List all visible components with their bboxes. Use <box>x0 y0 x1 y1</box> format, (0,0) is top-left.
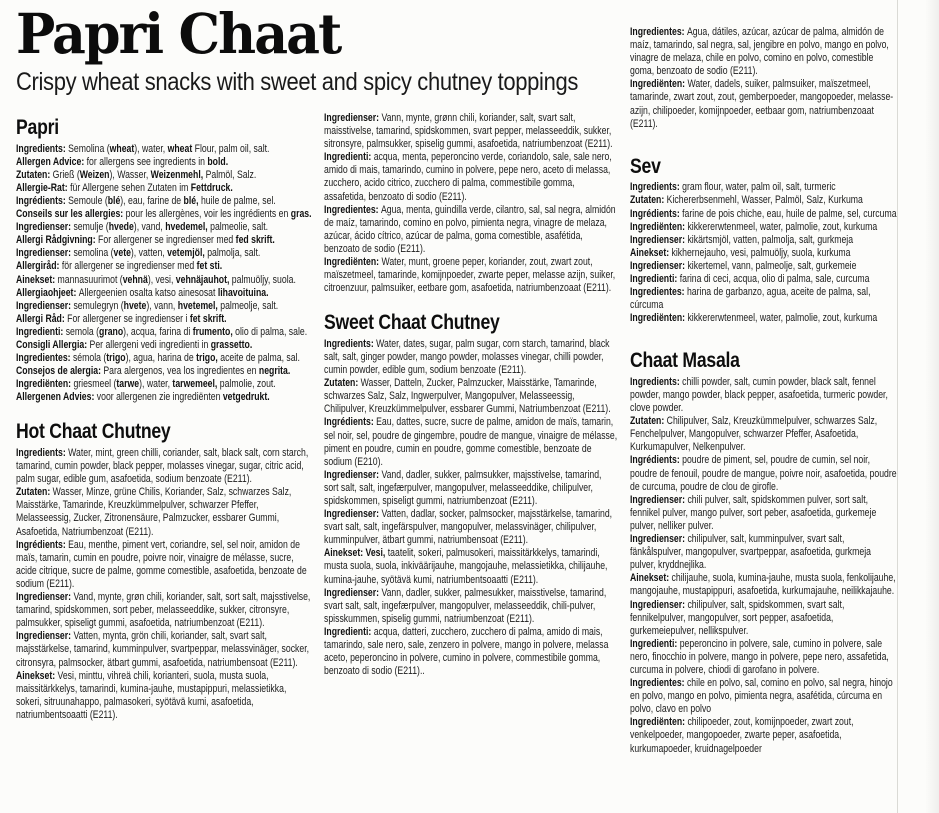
language-label: Ingredients: <box>630 181 683 194</box>
ingredient-line: Ingredienser: semulje (hvede), vand, hvedemel, palmeolie, salt. <box>16 221 269 234</box>
section-sweet-chaat-chutney <box>324 311 618 678</box>
language-label: Ingredienser: <box>630 233 688 246</box>
ingredient-line: Ingrediënten: chilipoeder, zout, komijnpoeder, zwart zout, venkelpoeder, mangopoeder, zwarte peper, asafoetida, kurkumapoeder, kruidnagelpoeder <box>630 716 854 755</box>
column-left <box>16 116 313 722</box>
language-label: Ingredientes: <box>630 677 687 690</box>
ingredient-line: Ingredientes: Agua, menta, guindilla verde, cilantro, sal, sal negra, almidón de maíz, tamarindo, comino en polvo, pimienta negra, vinagre de melaza, azúcar, ácido cítrico, azúcar de palma, goma comestible, asafétida, benzoato de sodio (E211). <box>324 203 616 255</box>
section-continued <box>324 112 618 295</box>
ingredient-line: Ingredientes: harina de garbanzo, agua, aceite de palma, sal, cúrcuma <box>630 286 871 312</box>
ingredient-line: Ingredienser: chilipulver, salt, kumminpulver, svart salt, fänkålspulver, mangopulver, svartpeppar, asafoetida, gurkmeja pulver, kryddnejlika. <box>630 533 871 572</box>
ingredient-line: Ingredienser: chilipulver, salt, spidskommen, svart salt, fennikelpulver, mangopulver, sort pepper, asafoetida, gurkemeiepulver, nellikspulver. <box>630 598 845 637</box>
language-label: Ingrédients: <box>630 454 683 467</box>
language-label: Ainekset: <box>16 273 58 286</box>
language-label: Allergenen Advies: <box>16 391 97 404</box>
language-label: Ingredientes: <box>16 352 73 365</box>
language-label: Ingredientes: <box>630 26 687 38</box>
language-label: Ingredients: <box>16 447 69 459</box>
language-label: Ingredienser: <box>16 221 74 234</box>
ingredient-line: Conseils sur les allergies: pour les allergènes, voir les ingrédients en gras. <box>16 208 312 221</box>
language-label: Ingredienser: <box>16 299 74 312</box>
section-heading: Sweet Chaat Chutney <box>324 310 500 335</box>
language-label: Ingredienser: <box>324 586 382 599</box>
ingredient-line: Ingrediënten: kikkererwtenmeel, water, palmolie, zout, kurkuma <box>630 220 878 233</box>
ingredient-line: Allergi Rådgivning: For allergener se ingredienser med fed skrift. <box>16 234 275 247</box>
ingredient-line: Allergiråd: för allergener se ingredienser med fet sti. <box>16 260 223 273</box>
ingredient-line: Ingrédients: Semoule (blé), eau, farine de blé, huile de palme, sel. <box>16 194 276 207</box>
ingredient-line: Ingredienser: Vand, mynte, grøn chili, koriander, salt, sort salt, majsstivelse, tamarind, spidskommen, sort peber, melasseeddike, sukker, citronsyre, palmsukker, spiseligt gummi, asafoetida, natriumbenzoat (E211). <box>16 591 311 630</box>
ingredient-line: Ingredienti: acqua, datteri, zucchero, zucchero di palma, amido di mais, tamarindo, sale nero, sale, zenzero in polvere, mango in polvere, melassa aceto, peperoncino in polvere, cumino in polvere, commestibile gomma, benzoato di sodio (E211).. <box>324 625 609 678</box>
language-label: Ingredienser: <box>324 508 382 521</box>
column-middle <box>324 112 618 678</box>
ingredient-line: Ainekset: mannasuurimot (vehnä), vesi, vehnäjauhot, palmuöljy, suola. <box>16 273 296 286</box>
language-label: Ingrédients: <box>324 416 377 429</box>
language-label: Ingrediënten: <box>630 312 688 325</box>
language-label: Zutaten: <box>16 486 53 499</box>
ingredient-line: Ingredients: Semolina (wheat), water, wheat Flour, palm oil, salt. <box>16 142 270 155</box>
ingredient-line: Ingredients: Water, dates, sugar, palm sugar, corn starch, tamarind, black salt, salt, ginger powder, mango powder, molasses vinegar, chilli powder, cumin powder, edible gum, sodium benzoate (E211). <box>324 337 610 377</box>
language-label: Consejos de alergia: <box>16 365 104 378</box>
ingredient-line: Ingrédients: Eau, dattes, sucre, sucre de palme, amidon de maïs, tamarin, sel noir, sel, poudre de gingembre, poudre de mangue, vinaigre de mélasse, piment en poudre, cumin en poudre, gomme comestible, benzoate de sodium (E210). <box>324 416 618 468</box>
language-label: Ingredienti: <box>630 272 680 285</box>
language-label: Allergi Råd: <box>16 312 68 325</box>
ingredient-line: Zutaten: Grieß (Weizen), Wasser, Weizenmehl, Palmöl, Salz. <box>16 168 257 181</box>
language-label: Ingredients: <box>16 142 69 155</box>
section-heading: Chaat Masala <box>630 348 740 373</box>
ingredient-line: Allergie-Rat: für Allergene sehen Zutaten im Fettdruck. <box>16 181 233 194</box>
language-label: Ingrediënten: <box>630 78 688 91</box>
ingredient-line: Consejos de alergia: Para alergenos, vea los ingredientes en negrita. <box>16 365 291 378</box>
ingredient-line: Ingredienti: semola (grano), acqua, farina di frumento, olio di palma, sale. <box>16 325 308 338</box>
package-fold-line <box>897 0 898 813</box>
language-label: Ainekset: <box>16 669 58 682</box>
ingredient-line: Ingredients: Water, mint, green chilli, coriander, salt, black salt, corn starch, tamarind, cumin powder, black pepper, molasses vinegar, sugar, citric acid, palm sugar, edible gum, asafoetida, sodium benzoate (E211). <box>16 447 309 486</box>
language-label: Allergie-Rat: <box>16 181 71 194</box>
language-label: Consigli Allergia: <box>16 338 90 351</box>
language-label: Ainekset: <box>630 246 672 259</box>
section-hot-chaat-chutney <box>16 420 313 722</box>
language-label: Ingrédients: <box>16 194 69 207</box>
section-chaat-masala <box>630 349 898 755</box>
section-heading: Papri <box>16 115 59 139</box>
language-label: Ainekset: <box>324 547 366 560</box>
ingredient-line: Ingrediënten: Water, munt, groene peper, koriander, zout, zwart zout, maïszetmeel, tamarinde, komijnpoeder, zwarte peper, melasse azijn, suiker, citroenzuur, palmsuiker, eetbare gom, asafoetida, natriumbenzoaat (E211). <box>324 256 616 295</box>
ingredient-line: Ainekset: Vesi, minttu, vihreä chili, korianteri, suola, musta suola, maissitärkkelys, tamarindi, kumina-jauhe, mustapippuri, melassietikka, sokeri, sitruunahappo, palmasokeri, syötävä kumi, asafoetida, natriumbentsoaatti (E211). <box>16 669 287 721</box>
ingredient-line: Zutaten: Wasser, Minze, grüne Chilis, Koriander, Salz, schwarzes Salz, Maisstärke, Tamarinde, Kreuzkümmelpulver, schwarzer Pfeffer, Melasseessig, Zucker, Zitronensäure, Palmzucker, essbarer Gummi, Asafoetida, Natriumbenzoat (E211). <box>16 486 292 538</box>
language-label: Ingrédients: <box>630 207 683 220</box>
language-label: Ingrediënten: <box>16 378 74 391</box>
ingredient-line: Allergiaohjeet: Allergeenien osalta katso ainesosat lihavoituina. <box>16 286 269 299</box>
ingredient-line: Ingrediënten: kikkererwtenmeel, water, palmolie, zout, kurkuma <box>630 312 878 325</box>
language-label: Ingredienser: <box>16 591 74 604</box>
language-label: Ingredienser: <box>16 630 74 643</box>
language-label: Ingredients: <box>630 375 683 388</box>
product-subtitle: Crispy wheat snacks with sweet and spicy chutney toppings <box>16 68 579 97</box>
page-edge-shade <box>925 0 939 813</box>
ingredient-line: Ingrédients: poudre de piment, sel, poudre de cumin, sel noir, poudre de fenouil, poudre de mangue, poivre noir, asafoetida, poudre de curcuma, poudre de clou de girofle. <box>630 454 897 493</box>
language-label: Allergiråd: <box>16 260 62 273</box>
ingredient-line: Ainekset: kikhernejauho, vesi, palmuöljy, suola, kurkuma <box>630 246 851 259</box>
ingredient-line: Ainekset: Vesi, taatelit, sokeri, palmusokeri, maissitärkkelys, tamarindi, musta suola, suola, inkiväärijauhe, mangojauhe, melassietikka, chilijauhe, kumina-jauhe, syötävä kumi, natriumbentsoaatti (E211). <box>324 547 608 586</box>
language-label: Ingredienti: <box>16 325 66 338</box>
language-label: Allergiaohjeet: <box>16 286 79 299</box>
ingredient-line: Ingrediënten: Water, dadels, suiker, palmsuiker, maïszetmeel, tamarinde, zwart zout, zout, gemberpoeder, mangopoeder, melasse-azijn, chilipoeder, komijnpoeder, eetbaar gom, natriumbenzoaat (E211). <box>630 78 894 130</box>
language-label: Ingredienser: <box>630 493 688 506</box>
ingredient-line: Allergi Råd: For allergener se ingredienser i fet skrift. <box>16 312 227 325</box>
language-label: Zutaten: <box>324 377 361 390</box>
ingredient-line: Ingredienser: semolina (vete), vatten, vetemjöl, palmolja, salt. <box>16 247 261 260</box>
ingredient-line: Ingredienser: kikärtsmjöl, vatten, palmolja, salt, gurkmeja <box>630 233 854 246</box>
section-heading: Hot Chaat Chutney <box>16 419 171 444</box>
ingredient-line: Ainekset: chilijauhe, suola, kumina-jauhe, musta suola, fenkolijauhe, mangojauhe, mustapippuri, asafoetida, kurkumajauhe, neilikkajauhe. <box>630 572 896 598</box>
ingredient-line: Ingredienti: acqua, menta, peperoncino verde, coriandolo, sale, sale nero, amido di mais, tamarindo, cumino in polvere, pepe nero, aceto di melassa, zucchero, acido citrico, zucchero di palma, commestibile gomma, assafetida, benzoato di sodio (E211). <box>324 151 612 203</box>
ingredient-line: Consigli Allergia: Per allergeni vedi ingredienti in grassetto. <box>16 338 253 351</box>
title-block <box>16 1 656 97</box>
language-label: Ingredienti: <box>630 637 680 650</box>
ingredient-line: Allergen Advice: for allergens see ingredients in bold. <box>16 155 229 168</box>
language-label: Ingredienti: <box>324 151 374 164</box>
ingredient-line: Ingredienser: Vand, dadler, sukker, palmsukker, majsstivelse, tamarind, sort salt, salt, ingefærpulver, mangopulver, melasseeddike, chilipulver, spidskommen, spiseligt gummi, natriumbenzoat (E211). <box>324 468 602 507</box>
language-label: Allergi Rådgivning: <box>16 234 99 247</box>
section-papri <box>16 116 313 404</box>
ingredient-line: Ingredientes: Agua, dátiles, azúcar, azúcar de palma, almidón de maíz, tamarindo, sal negra, sal, jengibre en polvo, mango en polvo, vinagre de melaza, chile en polvo, comino en polvo, comestible goma, benzoato de sodio (E211). <box>630 26 889 78</box>
language-label: Ingredienser: <box>630 533 688 546</box>
ingredient-line: Ingredienser: kikertemel, vann, palmeolje, salt, gurkemeie <box>630 259 857 272</box>
ingredient-line: Zutaten: Kichererbsenmehl, Wasser, Palmöl, Salz, Kurkuma <box>630 194 863 207</box>
language-label: Ingredienser: <box>630 598 688 611</box>
ingredient-line: Ingredientes: sémola (trigo), agua, harina de trigo, aceite de palma, sal. <box>16 352 300 365</box>
language-label: Ainekset: <box>630 572 672 585</box>
ingredient-line: Ingrédients: farine de pois chiche, eau, huile de palme, sel, curcuma <box>630 207 897 220</box>
language-label: Ingredientes: <box>324 203 381 216</box>
language-label: Ingrediënten: <box>630 220 688 233</box>
ingredient-line: Ingredienser: Vatten, mynta, grön chili, koriander, salt, svart salt, majsstärkelse, tamarind, kumminpulver, svartpeppar, melassvinäger, socker, citronsyra, palmsocker, ätbart gummi, asafoetida, natriumbensoat (E211). <box>16 630 310 669</box>
language-label: Ingredients: <box>324 337 377 350</box>
ingredient-line: Zutaten: Chilipulver, Salz, Kreuzkümmelpulver, schwarzes Salz, Fenchelpulver, Mangopulver, schwarzer Pfeffer, Asafoetida, Kurkumapulver, Nelkenpulver. <box>630 415 878 454</box>
language-label: Zutaten: <box>630 415 667 428</box>
ingredient-line: Ingredienser: Vann, dadler, sukker, palmesukker, maisstivelse, tamarind, svart salt, salt, ingefærpulver, mangopulver, melasseeddik, chili-pulver, spisskummen, spiselig gummi, natriumbenzoat (E211). <box>324 586 607 625</box>
section-heading: Sev <box>630 153 661 178</box>
ingredient-line: Ingredienser: Vatten, dadlar, socker, palmsocker, majsstärkelse, tamarind, svart salt, salt, ingefärspulver, mangopulver, melassvinäger, chilipulver, kumminpulver, ätbart gummi, natriumbensoat (E211). <box>324 508 613 547</box>
language-label: Ingredientes: <box>630 286 687 299</box>
ingredient-line: Ingredienser: Vann, mynte, grønn chili, koriander, salt, svart salt, maisstivelse, tamarind, spidskommen, svart pepper, melasseeddik, sukker, sitronsyre, palmsukker, spiselig gummi, asafoetida, natriumbenzoat (E211). <box>324 112 613 151</box>
language-label: Ingrediënten: <box>324 256 382 269</box>
language-label: Ingredienser: <box>630 259 688 272</box>
ingredient-line: Ingredients: gram flour, water, palm oil, salt, turmeric <box>630 181 836 194</box>
language-label: Zutaten: <box>630 194 667 207</box>
section-continued <box>630 26 898 131</box>
language-label: Ingredienser: <box>324 112 382 124</box>
section-sev <box>630 155 898 326</box>
language-label: Ingrediënten: <box>630 716 688 729</box>
ingredient-line: Ingredients: chilli powder, salt, cumin powder, black salt, fennel powder, mango powder, black pepper, asafoetida, turmeric powder, clove powder. <box>630 375 888 415</box>
ingredient-line: Allergenen Advies: voor allergenen zie ingrediënten vetgedrukt. <box>16 391 270 404</box>
product-title: Papri Chaat <box>16 1 341 66</box>
language-label: Ingredienser: <box>16 247 74 260</box>
ingredient-line: Ingredienti: peperoncino in polvere, sale, cumino in polvere, sale nero, finocchio in polvere, mango in polvere, pepe nero, assafetida, curcuma in polvere, chiodi di garofano in polvere. <box>630 637 889 676</box>
column-right <box>630 26 898 756</box>
ingredient-line: Ingrédients: Eau, menthe, piment vert, coriandre, sel, sel noir, amidon de maïs, tamarin, cumin en poudre, poivre noir, vinaigre de mélasse, sucre, acide citrique, sucre de palme, gomme comestible, asafoetida, benzoate de sodium (E211). <box>16 538 307 590</box>
language-label: Allergen Advice: <box>16 155 87 168</box>
language-label: Zutaten: <box>16 168 53 181</box>
ingredient-line: Zutaten: Wasser, Datteln, Zucker, Palmzucker, Maisstärke, Tamarinde, schwarzes Salz, Salz, Ingwerpulver, Mangopulver, Melasseessig, Chilipulver, Kreuzkümmelpulver, essbarer Gummi, Natriumbenzoat (E211). <box>324 377 611 416</box>
ingredient-line: Ingredienser: chili pulver, salt, spidskommen pulver, sort salt, fennikel pulver, mango pulver, sort peber, asafoetida, gurkemeje pulver, nelliker pulver. <box>630 493 877 532</box>
language-label: Conseils sur les allergies: <box>16 208 126 221</box>
language-label: Ingredienser: <box>324 468 382 481</box>
language-label: Ingrédients: <box>16 538 69 551</box>
ingredient-line: Ingredienser: semulegryn (hvete), vann, hvetemel, palmeolje, salt. <box>16 299 279 312</box>
ingredient-line: Ingrediënten: griesmeel (tarwe), water, tarwemeel, palmolie, zout. <box>16 378 276 391</box>
ingredient-line: Ingredientes: chile en polvo, sal, comino en polvo, sal negra, hinojo en polvo, mango en polvo, pimienta negra, asafétida, cúrcuma en polvo, clavo en polvo <box>630 677 893 716</box>
ingredient-line: Ingredienti: farina di ceci, acqua, olio di palma, sale, curcuma <box>630 272 870 285</box>
language-label: Ingredienti: <box>324 625 374 638</box>
